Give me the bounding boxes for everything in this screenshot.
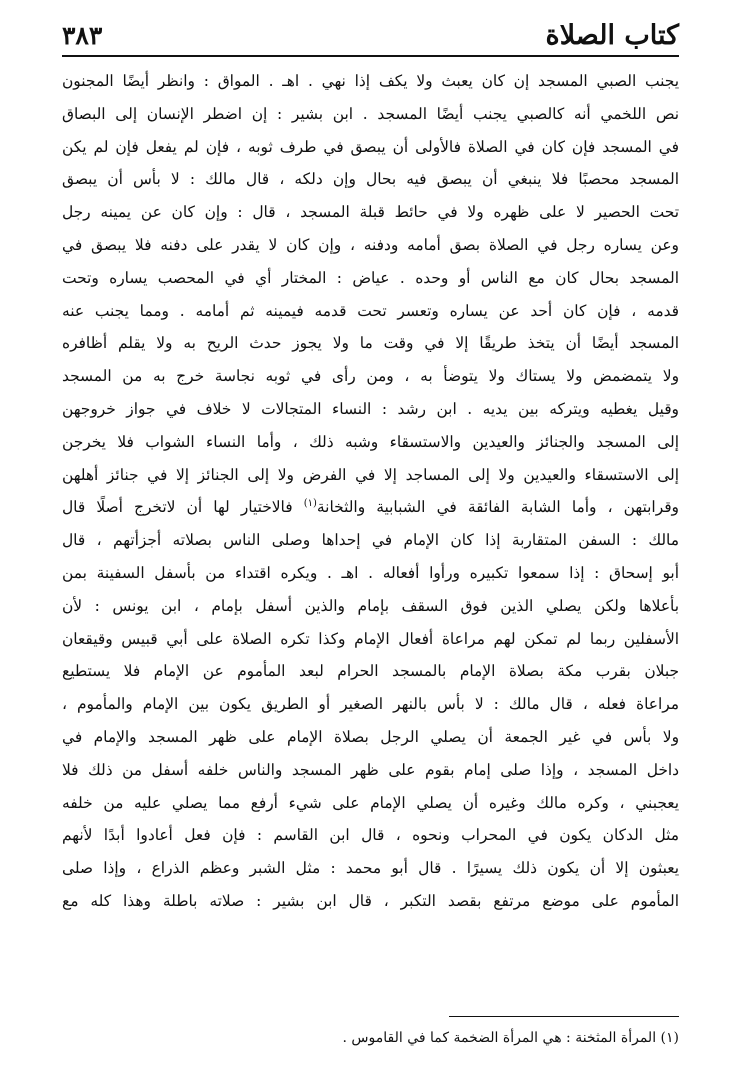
text-line: قدمه ، فإن كان أحد عن يساره وتعسر تحت قدمه فيمينه ثم أمامه . ومما يجنب عنه (62, 301, 679, 320)
text-line: جبلان بقرب مكة بصلاة الإمام بالمسجد الحرام لبعد المأموم عن الإمام فلا يستطيع (62, 662, 679, 681)
text-line: تحت الحصير لا على ظهره ولا في حائط قبلة المسجد ، قال : وإن كان عن يمينه رجل (62, 203, 679, 222)
text-line: المسجد أيضًا أن يتخذ طريقًا إلا في وقت ما ولا يجوز حدث الريح به ولا يقلم أظافره (62, 334, 679, 353)
text-line: وقرابتهن ، وأما الشابة الفائقة في الشبابية والثخانة$^{(١)}$ فالاختيار لها أن لاتخرج أصلًا قال (62, 498, 679, 517)
text-line: وعن يساره رجل في الصلاة بصق أمامه ودفنه ، وإن كان لا يقدر على دفنه فلا يبصق في (62, 235, 679, 254)
main-text (62, 65, 679, 918)
footnote-marker: (١) (303, 498, 317, 510)
text-line: مراعاة فعله ، قال مالك : لا بأس بالنهر الصغير أو الطريق يكون بين الإمام والمأموم ، (62, 695, 679, 714)
text-line: وقيل يغطيه ويتركه بين يديه . ابن رشد : النساء المتجالات لا خلاف في جواز خروجهن (62, 399, 679, 418)
text-line: مالك : السفن المتقاربة إذا كان الإمام في إحداها وصلى الناس بصلاته أجزأتهم ، قال (62, 531, 679, 550)
text-line: يعبثون إلا أن يكون ذلك يسيرًا . قال أبو محمد : مثل الشبر وعظم الذراع ، وإذا صلى (62, 859, 679, 878)
text-line: المسجد محصبًا فلا ينبغي أن يبصق فيه بحال وإن دلكه ، قال مالك : لا بأس أن يبصق (62, 170, 679, 189)
page-header (62, 14, 679, 52)
text-line: داخل المسجد ، وإذا صلى إمام بقوم على ظهر المسجد والناس خلفه أسفل من ذلك فلا (62, 760, 679, 779)
chapter-title: كتاب الصلاة (545, 20, 679, 51)
text-line: يعجبني ، وكره مالك وغيره أن يصلي الإمام على شيء أرفع مما يصلي عليه من خلفه (62, 793, 679, 812)
text-line: بأعلاها ولكن يصلي الذين فوق السقف بإمام والذين أسفل بإمام ، ابن يونس : لأن (62, 596, 679, 615)
text-line: إلى الاستسقاء والعيدين ولا إلى المساجد إلا في الفرض ولا إلى الجنائز إلا في جنائز أهلهن (62, 465, 679, 484)
text-line: المأموم على موضع مرتفع بقصد التكبر ، قال ابن بشير : صلاته باطلة وهذا كله مع (62, 891, 679, 910)
text-line: أبو إسحاق : إذا سمعوا تكبيره ورأوا أفعاله . اهـ . ويكره اقتداء من بأسفل السفينة بمن (62, 563, 679, 582)
text-line: إلى المسجد والجنائز والعيدين والاستسقاء وشبه ذلك ، وأما النساء الشواب فلا يخرجن (62, 432, 679, 451)
page-number: ٣٨٣ (62, 21, 103, 50)
footnote-rule (449, 1016, 679, 1017)
text-line: مثل الدكان يكون في المحراب ونحوه ، قال ابن القاسم : فإن فعل أعادوا أبدًا لأنهم (62, 826, 679, 845)
header-rule (62, 55, 679, 57)
text-line: في المسجد فإن كان في الصلاة فالأولى أن يبصق في طرف ثوبه ، فإن لم يفعل فإن لم يكن (62, 137, 679, 156)
text-line: ولا بأس في غير الجمعة أن يصلي الرجل بصلاة الإمام على ظهر المسجد والإمام في (62, 727, 679, 746)
text-line: المسجد بحال كان مع الناس أو وحده . عياض : المختار أي في المحصب يساره وتحت (62, 268, 679, 287)
text-line: نص اللخمي أنه كالصبي يجنب أيضًا المسجد . ابن بشير : إن اضطر الإنسان إلى البصاق (62, 104, 679, 123)
text-line: ولا يتمضمض ولا يستاك ولا يتوضأ به ، ومن رأى في ثوبه نجاسة خرج به من المسجد (62, 367, 679, 386)
text-line: الأسفلين ربما لم تمكن لهم مراعاة أفعال الإمام وكذا تكره الصلاة على أبي قبيس وقيقعان (62, 629, 679, 648)
text-line: يجنب الصبي المسجد إن كان يعبث ولا يكف إذا نهي . اهـ . المواق : وانظر أيضًا المجنون (62, 72, 679, 90)
footnote: (١) المرأة المثخنة : هي المرأة الضخمة كما في القاموس . (342, 1030, 679, 1046)
